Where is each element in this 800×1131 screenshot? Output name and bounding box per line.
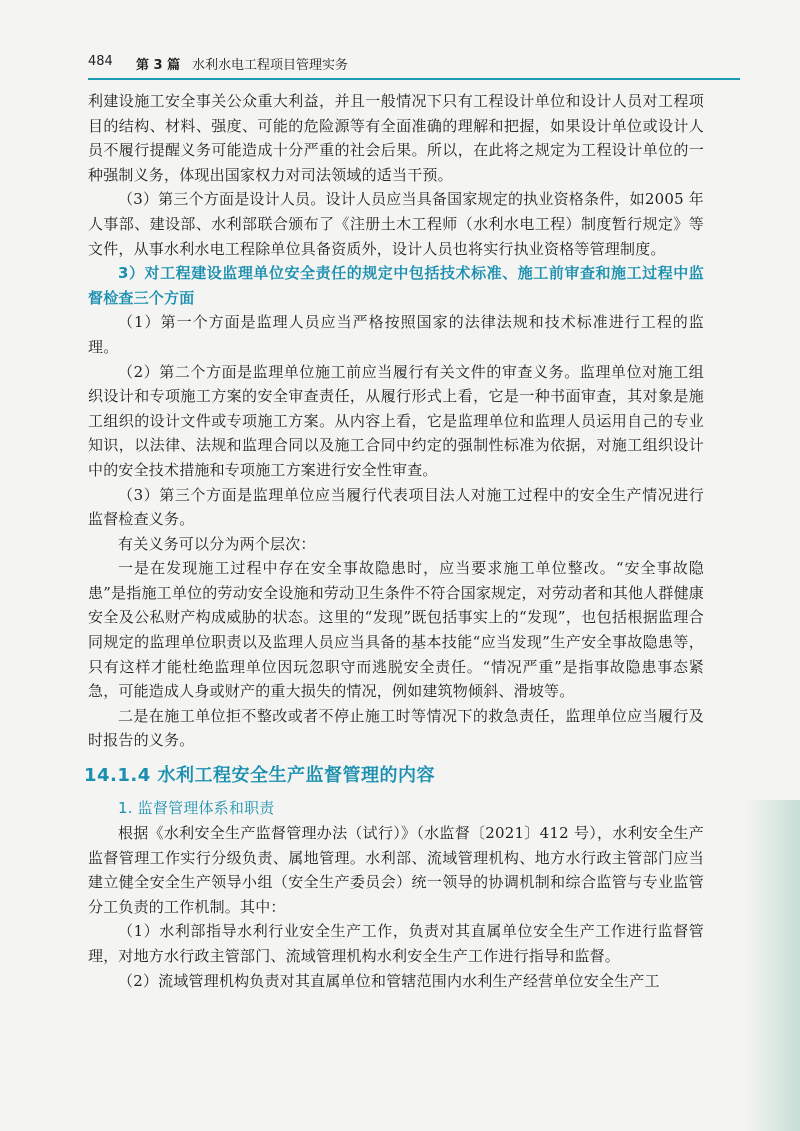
running-header <box>88 50 740 76</box>
paragraph: （3）第三个方面是监理单位应当履行代表项目法人对施工过程中的安全生产情况进行监督检查义务。 <box>88 485 704 529</box>
edge-tint <box>746 800 800 1131</box>
paragraph: 利建设施工安全事关公众重大利益，并且一般情况下只有工程设计单位和设计人员对工程项目的结构、材料、强度、可能的危险源等有全面准确的理解和把握，如果设计单位或设计人员不履行提醒义务可能造成十分严重的社会后果。所以，在此将之规定为工程设计单位的一种强制义务，体现出国家权力对司法领域的适当干预。 <box>88 92 704 184</box>
paragraph: 一是在发现施工过程中存在安全事故隐患时，应当要求施工单位整改。“安全事故隐患”是指施工单位的劳动安全设施和劳动卫生条件不符合国家规定，对劳动者和其他人群健康安全及公私财产构成威胁的状态。这里的“发现”既包括事实上的“发现”，也包括根据监理合同规定的监理单位职责以及监理人员应当具备的基本技能“应当发现”生产安全事故隐患等，只有这样才能杜绝监理单位因玩忽职守而逃脱安全责任。“情况严重”是指事故隐患事态紧急，可能造成人身或财产的重大损失的情况，例如建筑物倾斜、滑坡等。 <box>88 559 704 701</box>
page-number: 484 <box>88 54 113 69</box>
paragraph: （1）第一个方面是监理人员应当严格按照国家的法律法规和技术标准进行工程的监理。 <box>88 313 704 356</box>
part-label: 第 3 篇 <box>136 58 181 73</box>
paragraph: 根据《水利安全生产监督管理办法（试行）》（水监督〔2021〕412 号），水利安全生产监督管理工作实行分级负责、属地管理。水利部、流域管理机构、地方水行政主管部门应当建立健全安全生产领导小组（安全生产委员会）统一领导的协调机制和综合监管与专业监管分工负责的工作机制。其中： <box>88 824 704 916</box>
paragraph: （2）第二个方面是监理单位施工前应当履行有关文件的审查义务。监理单位对施工组织设计和专项施工方案的安全审查责任，从履行形式上看，它是一种书面审查，其对象是施工组织的设计文件或专项施工方案。从内容上看，它是监理单位和监理人员运用自己的专业知识，以法律、法规和监理合同以及施工合同中约定的强制性标准为依据，对施工组织设计中的安全技术措施和专项施工方案进行安全性审查。 <box>88 362 704 479</box>
paragraph: 有关义务可以分为两个层次： <box>118 534 316 553</box>
page-body <box>84 89 704 993</box>
paragraph: （3）第三个方面是设计人员。设计人员应当具备国家规定的执业资格条件，如2005 年人事部、建设部、水利部联合颁布了《注册土木工程师（水利水电工程）制度暂行规定》等文件，从事水利水电工程除单位具备资质外，设计人员也将实行执业资格等管理制度。 <box>88 190 704 258</box>
paragraph: （1）水利部指导水利行业安全生产工作，负责对其直属单位安全生产工作进行监督管理，对地方水行政主管部门、流域管理机构水利安全生产工作进行指导和监督。 <box>88 922 704 965</box>
subsection-heading: 1. 监督管理体系和职责 <box>118 799 275 818</box>
header-rule <box>88 78 740 80</box>
paragraph: （2）流域管理机构负责对其直属单位和管辖范围内水利生产经营单位安全生产工 <box>118 971 660 990</box>
sub-heading: 3）对工程建设监理单位安全责任的规定中包括技术标准、施工前审查和施工过程中监督检查三个方面 <box>88 264 704 307</box>
paragraph: 二是在施工单位拒不整改或者不停止施工时等情况下的救急责任，监理单位应当履行及时报告的义务。 <box>88 706 704 750</box>
section-heading: 14.1.4 水利工程安全生产监督管理的内容 <box>84 765 436 787</box>
book-title: 水利水电工程项目管理实务 <box>192 58 349 73</box>
